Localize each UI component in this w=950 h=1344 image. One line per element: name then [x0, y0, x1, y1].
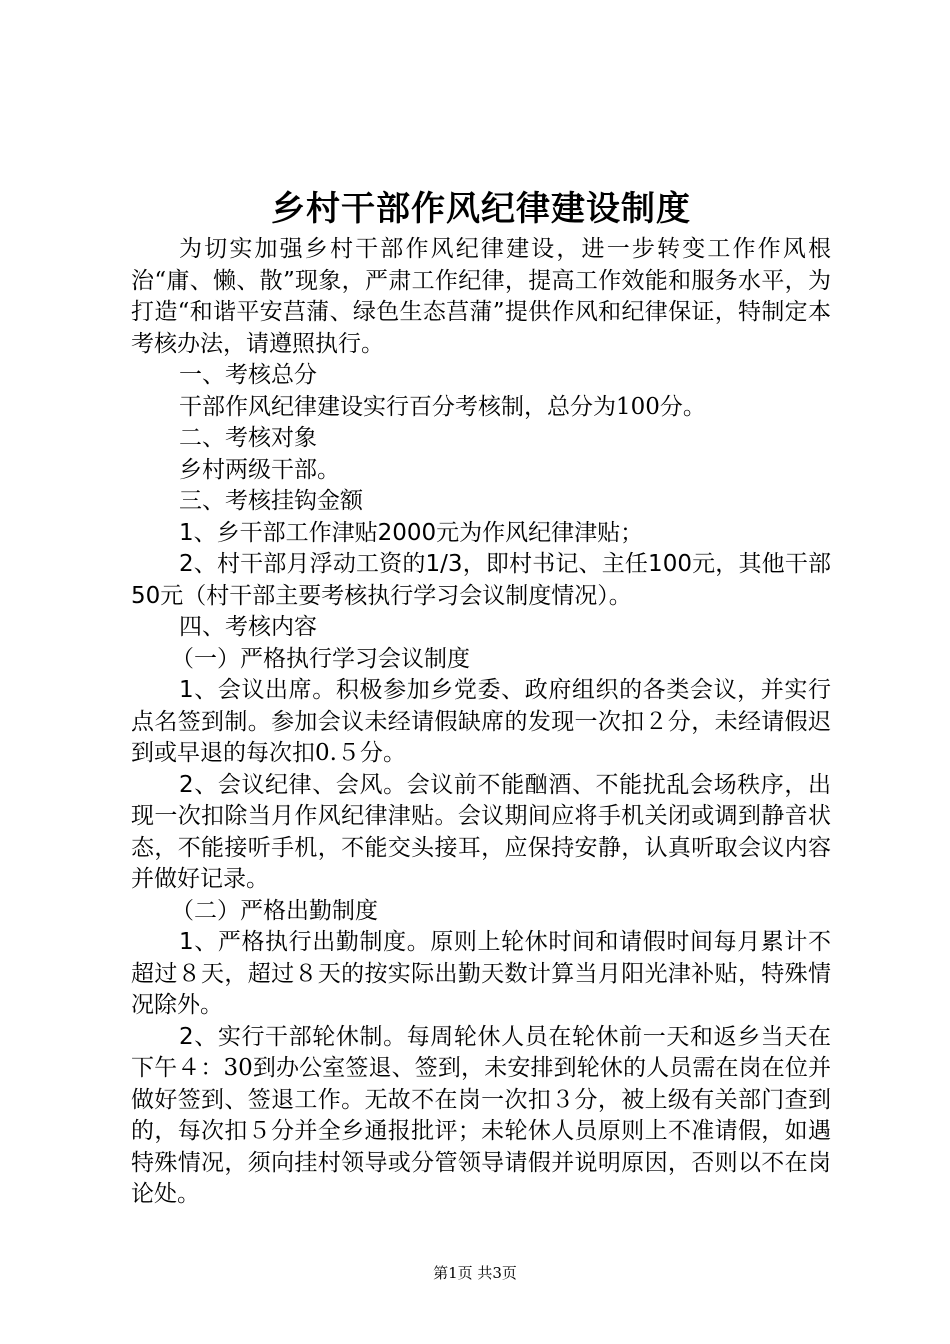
meeting-attendance-body: 积极参加乡党委、政府组织的各类会议，并实行点名签到制。参加会议未经请假缺席的发现一次扣２分，未经请假迟到或早退的每次扣0.５分。: [131, 677, 831, 766]
meeting-discipline-lead: 2、会议纪律、会风。: [179, 771, 407, 798]
section-heading-target: 二、考核对象: [179, 425, 317, 451]
section-heading-content: 四、考核内容: [179, 614, 317, 640]
amount-item-2: 2、村干部月浮动工资的1/3，即村书记、主任100元，其他干部50元（村干部主要考核执行学习会议制度情况）。: [131, 551, 831, 609]
document-body: [131, 186, 831, 1211]
attendance-rule-lead: 1、严格执行出勤制度。: [179, 929, 431, 955]
attendance-rule-body: 原则上轮休时间和请假时间每月累计不超过８天，超过８天的按实际出勤天数计算当月阳光津补贴，特殊情况除外。: [131, 929, 832, 1018]
section-text-total-score: 干部作风纪律建设实行百分考核制，总分为100分。: [179, 393, 706, 420]
section-text-target: 乡村两级干部。: [179, 456, 340, 483]
meeting-discipline-paragraph: [131, 770, 831, 896]
rotation-rule-body: 每周轮休人员在轮休前一天和返乡当天在下午４：30到办公室签退、签到，未安排到轮休的人员需在岗在位并做好签到、签退工作。无故不在岗一次扣３分，被上级有关部门查到的，每次扣５分并全乡通报批评；未轮休人员原则上不准请假，如遇特殊情况，须向挂村领导或分管领导请假并说明原因，否则以不在岗论处。: [131, 1023, 832, 1207]
subsection-heading-meetings: （一）严格执行学习会议制度: [171, 645, 470, 672]
section-heading-total-score: 一、考核总分: [179, 362, 317, 388]
meeting-attendance-lead: 1、会议出席。: [179, 677, 336, 703]
rotation-rule-lead: 2、实行干部轮休制。: [179, 1023, 407, 1050]
document-title: 乡村干部作风纪律建设制度: [271, 189, 691, 229]
meeting-attendance-paragraph: [131, 675, 831, 770]
amount-item-1: 1、乡干部工作津贴2000元为作风纪律津贴；: [179, 519, 644, 546]
attendance-rule-paragraph: [131, 927, 831, 1022]
page-footer: 第1页 共3页: [433, 1264, 517, 1282]
intro-paragraph: 为切实加强乡村干部作风纪律建设，进一步转变工作作风根治“庸、懒、散”现象，严肃工作纪律，提高工作效能和服务水平，为打造“和谐平安莒蒲、绿色生态莒蒲”提供作风和纪律保证，特制定本考核办法，请遵照执行。: [131, 236, 831, 357]
meeting-discipline-body: 会议前不能酗酒、不能扰乱会场秩序，出现一次扣除当月作风纪律津贴。会议期间应将手机关闭或调到静音状态，不能接听手机，不能交头接耳，应保持安静，认真听取会议内容并做好记录。: [131, 771, 832, 892]
rotation-rule-paragraph: [131, 1022, 831, 1211]
subsection-heading-attendance: （二）严格出勤制度: [171, 897, 378, 924]
section-heading-amount: 三、考核挂钩金额: [179, 488, 363, 514]
